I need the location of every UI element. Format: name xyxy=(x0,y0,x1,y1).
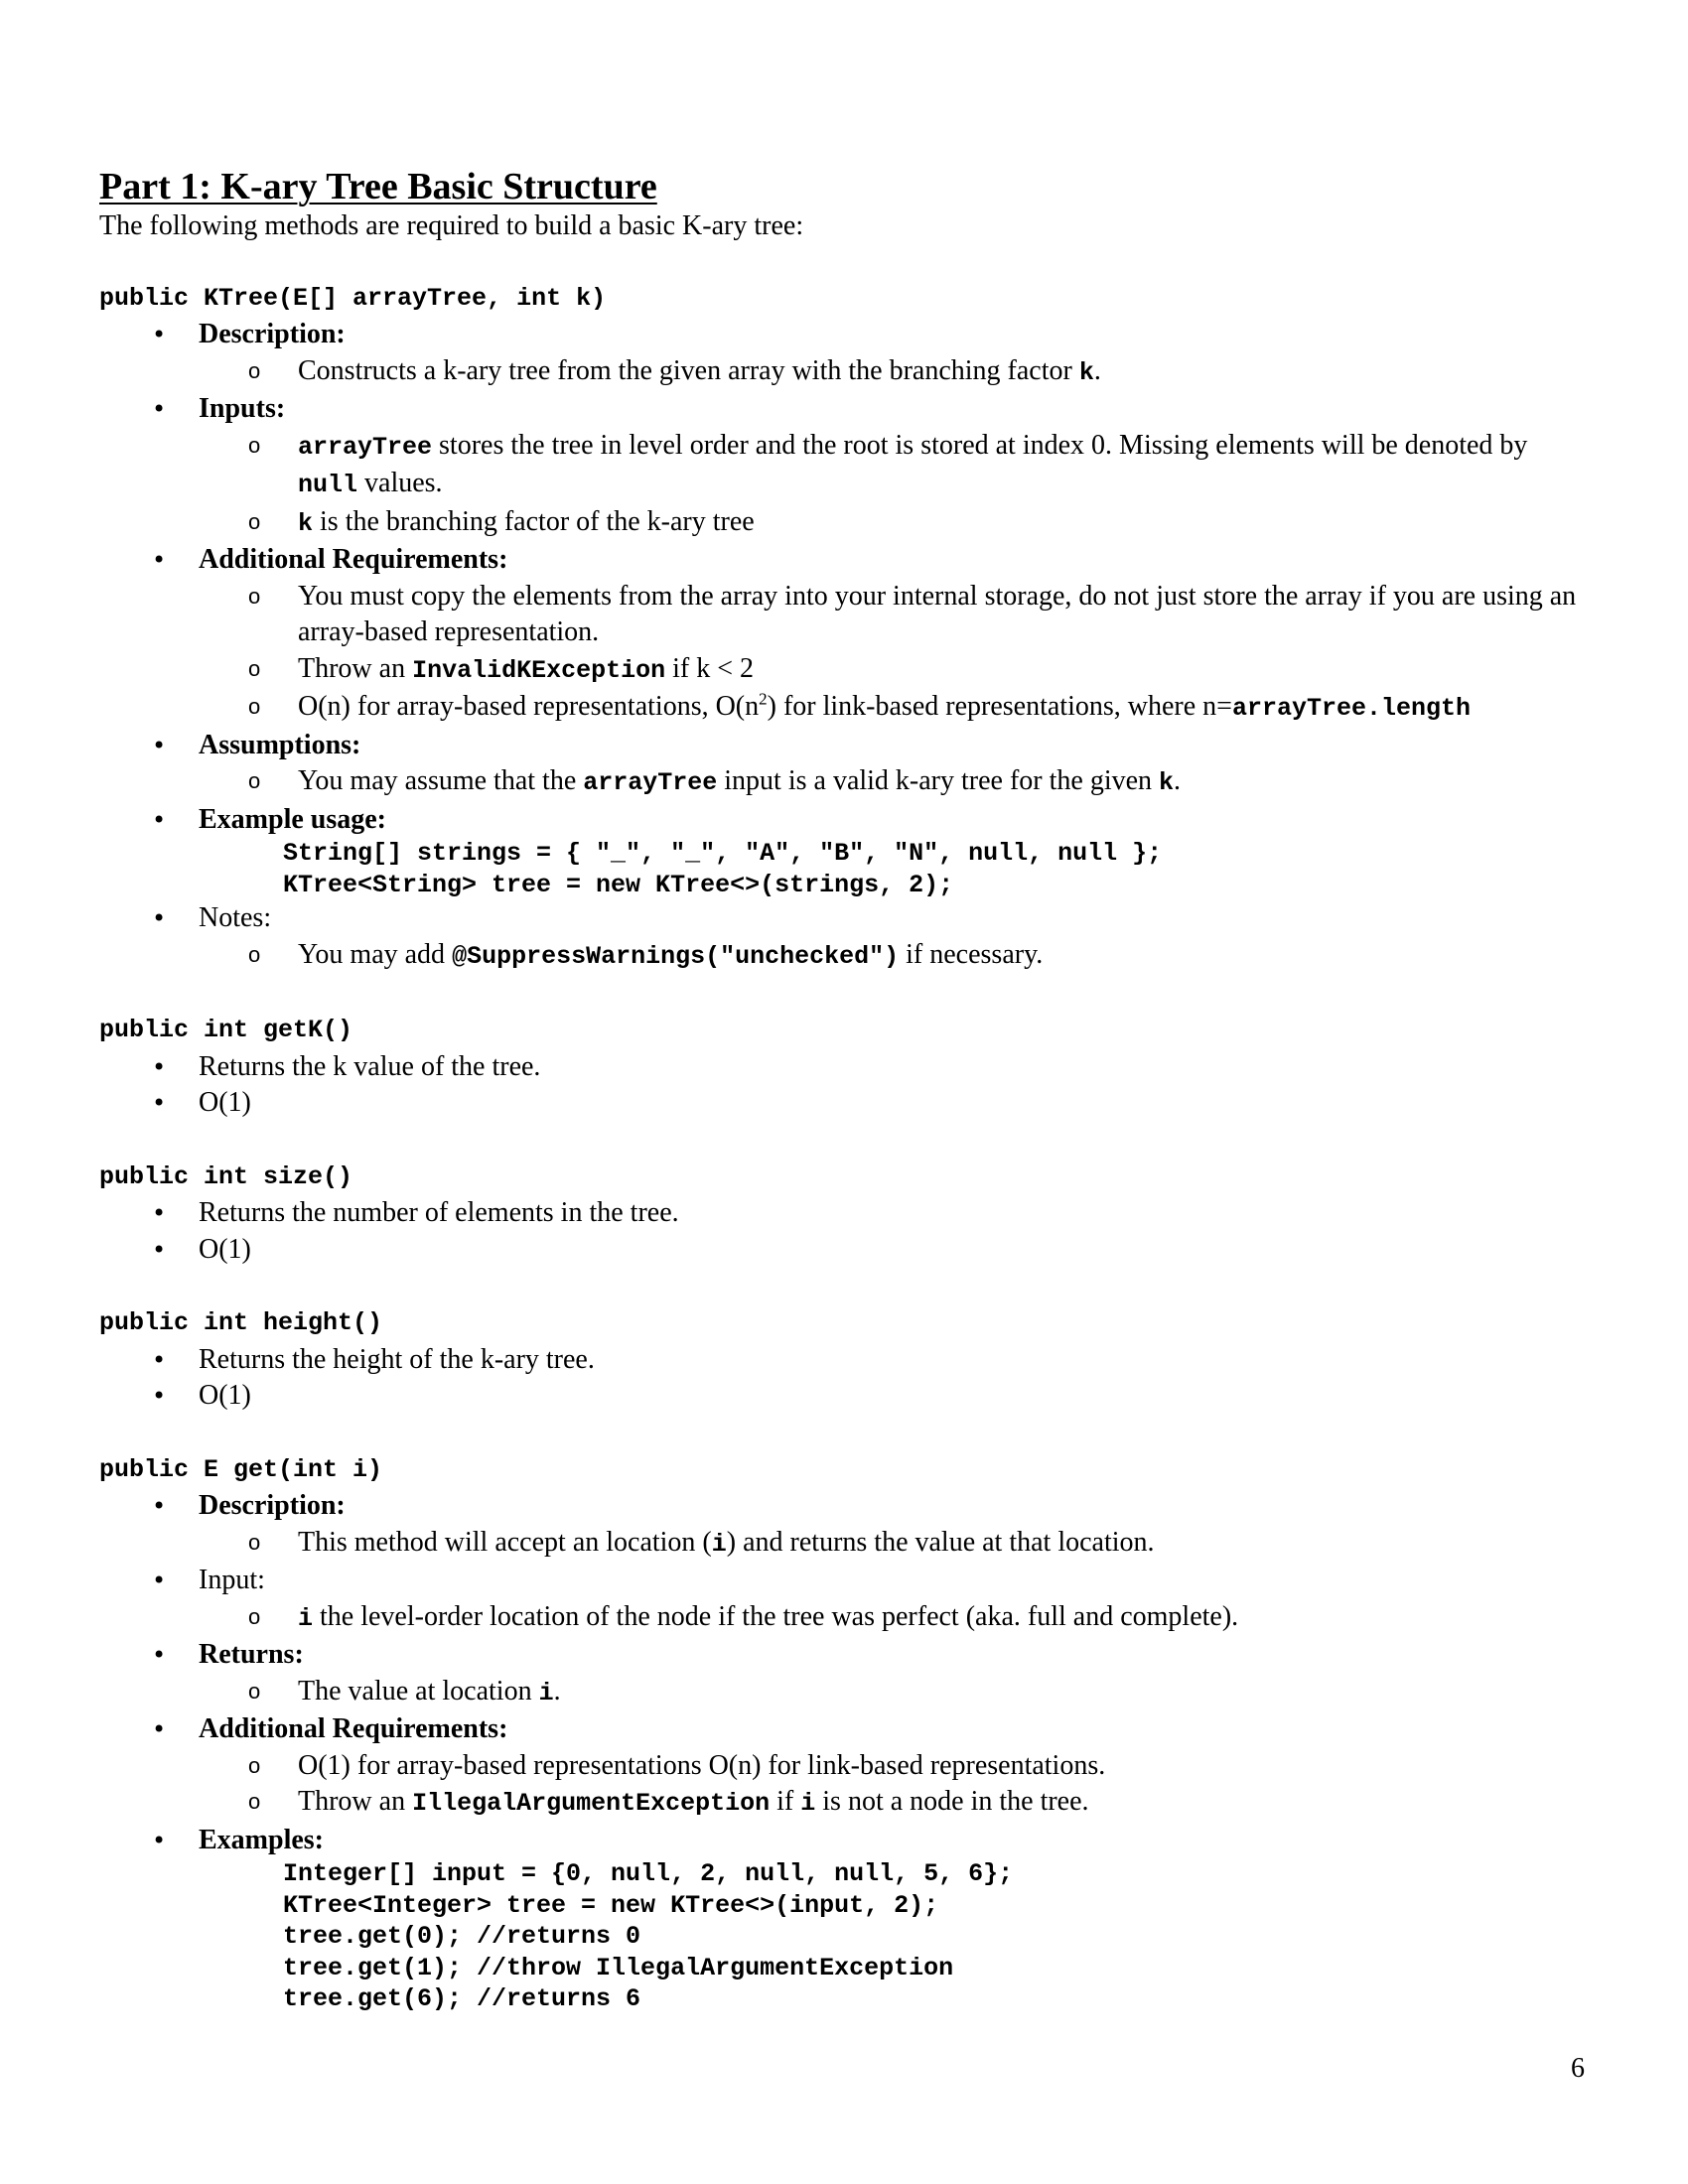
page-content xyxy=(99,165,1589,2015)
method-get xyxy=(99,1452,1589,2015)
assumptions-label: Assumptions: xyxy=(199,729,361,760)
description-label: Description: xyxy=(199,319,346,349)
example-item xyxy=(99,802,1589,839)
requirement-copy: o You must copy the elements from the array into your internal storage, do not just store the array if you are using an array-based representation. xyxy=(298,579,1589,651)
page-title: Part 1: K-ary Tree Basic Structure xyxy=(99,166,657,207)
inputs-item xyxy=(99,391,1589,542)
method-signature: public KTree(E[] arrayTree, int k) xyxy=(99,283,607,313)
examples-code: Integer[] input = {0, null, 2, null, null, 5, 6}; KTree<Integer> tree = new KTree<>(input, 2); tree.get(0); //returns 0 tree.get(1); //throw IllegalArgumentException tree.get(6); //returns 6 xyxy=(283,1859,1014,2013)
input-label: Input: xyxy=(199,1565,265,1595)
requirement-complexity: o O(1) for array-based representations O(n) for link-based representations. xyxy=(298,1748,1589,1785)
example-code: String[] strings = { "_", "_", "A", "B", "N", null, null }; KTree<String> tree = new KTree<>(strings, 2); xyxy=(283,839,1163,899)
page-number: 6 xyxy=(1571,2053,1585,2084)
method-signature: public int size() xyxy=(99,1161,353,1191)
input-item xyxy=(99,1563,1589,1637)
examples-item xyxy=(99,1823,1589,1859)
method-complexity: • O(1) xyxy=(99,1232,1589,1269)
assumptions-item xyxy=(99,728,1589,802)
requirement-exception: o Throw an InvalidKException if k < 2 xyxy=(298,651,1589,690)
description-item xyxy=(99,317,1589,391)
method-bullet: • Returns the k value of the tree. xyxy=(99,1049,1589,1086)
notes-text: o You may add @SuppressWarnings("unchecked") if necessary. xyxy=(298,937,1589,976)
description-item xyxy=(99,1488,1589,1563)
method-height xyxy=(99,1305,1589,1415)
method-complexity: • O(1) xyxy=(99,1378,1589,1415)
inputs-label: Inputs: xyxy=(199,393,286,424)
returns-text: o The value at location i. xyxy=(298,1674,1589,1712)
example-label: Example usage: xyxy=(199,803,386,835)
method-getk xyxy=(99,1013,1589,1122)
input-arraytree: o arrayTree stores the tree in level order and the root is stored at index 0. Missing elements will be denoted by null values. xyxy=(298,428,1589,504)
method-bullet: • Returns the number of elements in the tree. xyxy=(99,1195,1589,1232)
method-signature: public int height() xyxy=(99,1308,383,1337)
input-text: o i the level-order location of the node if the tree was perfect (aka. full and complete). xyxy=(298,1599,1589,1638)
method-ktree-constructor xyxy=(99,281,1589,976)
requirements-item xyxy=(99,1711,1589,1823)
method-signature: public int getK() xyxy=(99,1016,353,1044)
input-k: o k is the branching factor of the k-ary tree xyxy=(298,504,1589,543)
returns-item xyxy=(99,1637,1589,1711)
method-details xyxy=(99,317,1589,838)
examples-label: Examples: xyxy=(199,1824,324,1855)
requirement-exception: o Throw an IllegalArgumentException if i is not a node in the tree. xyxy=(298,1784,1589,1823)
requirement-complexity: o O(n) for array-based representations, $O(n^2)$ for link-based representations, where n=arrayTree.length xyxy=(298,689,1589,728)
assumption-text: o You may assume that the arrayTree input is a valid k-ary tree for the given k. xyxy=(298,763,1589,802)
method-bullet: • Returns the height of the k-ary tree. xyxy=(99,1342,1589,1379)
notes-item xyxy=(99,900,1589,975)
requirements-label: Additional Requirements: xyxy=(199,544,508,575)
method-signature: public E get(int i) xyxy=(99,1454,383,1484)
intro-text: The following methods are required to build a basic K-ary tree: xyxy=(99,210,804,241)
requirements-label: Additional Requirements: xyxy=(199,1713,508,1744)
method-size xyxy=(99,1160,1589,1269)
returns-label: Returns: xyxy=(199,1639,304,1670)
description-text: o Constructs a k-ary tree from the given array with the branching factor k. xyxy=(298,353,1589,392)
requirements-item xyxy=(99,542,1589,728)
method-complexity: • O(1) xyxy=(99,1085,1589,1122)
notes-label: Notes: xyxy=(199,902,272,933)
description-text: o This method will accept an location (i) and returns the value at that location. xyxy=(298,1525,1589,1564)
description-label: Description: xyxy=(199,1490,346,1521)
